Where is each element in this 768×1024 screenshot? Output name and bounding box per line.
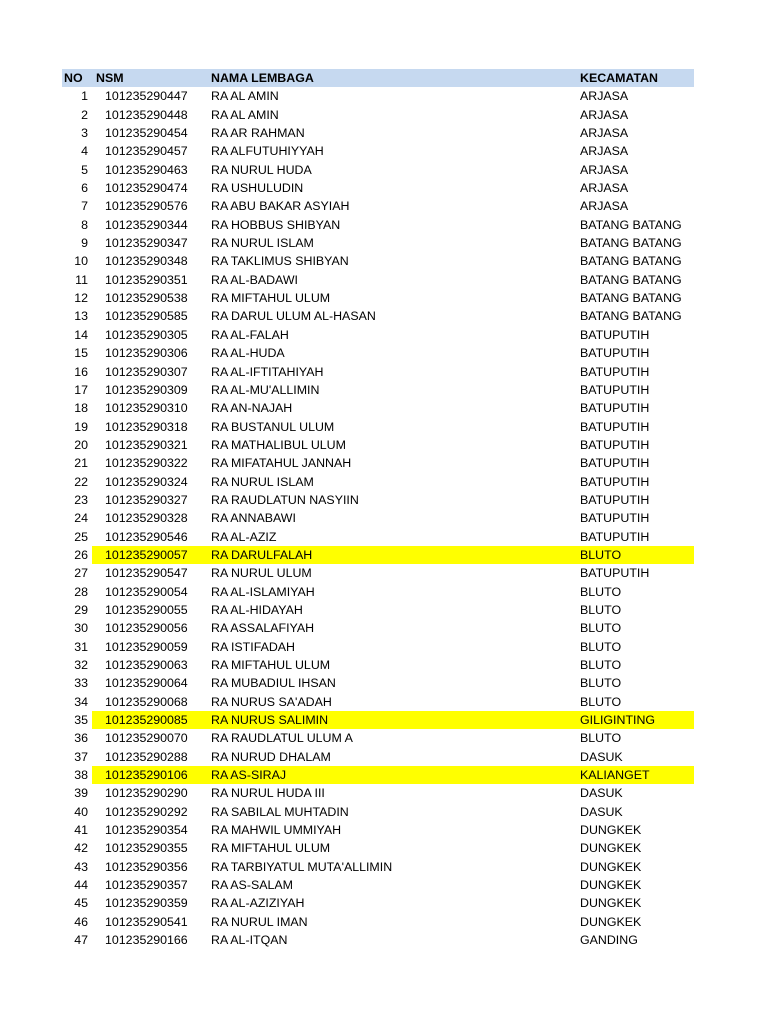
cell-nsm[interactable]: 101235290307 — [105, 364, 188, 379]
cell-nama-lembaga[interactable]: RA DARULFALAH — [200, 546, 570, 564]
header-no[interactable]: NO — [64, 71, 83, 85]
cell-nsm[interactable]: 101235290321 — [105, 437, 188, 452]
cell-nsm[interactable]: 101235290454 — [105, 126, 188, 141]
cell-nama-lembaga[interactable]: RA ISTIFADAH — [211, 639, 295, 654]
cell-no[interactable]: 31 — [74, 639, 88, 654]
cell-nama-lembaga[interactable]: RA MAHWIL UMMIYAH — [211, 823, 342, 838]
table-row — [62, 839, 694, 857]
table-row — [62, 234, 694, 252]
cell-nsm[interactable]: 101235290348 — [105, 254, 188, 269]
cell-no[interactable]: 28 — [74, 584, 88, 599]
cell-kecamatan[interactable]: BATANG BATANG — [580, 291, 682, 306]
cell-nama-lembaga[interactable]: RA RAUDLATUL ULUM A — [211, 731, 353, 746]
cell-no[interactable]: 36 — [74, 731, 88, 746]
table-row — [62, 197, 694, 215]
table-row — [62, 161, 694, 179]
cell-nsm[interactable]: 101235290059 — [105, 639, 188, 654]
cell-nama-lembaga[interactable]: RA ANNABAWI — [211, 511, 296, 526]
cell-no[interactable]: 20 — [74, 437, 88, 452]
cell-nsm[interactable]: 101235290344 — [105, 217, 188, 232]
cell-no[interactable]: 27 — [74, 566, 88, 581]
table-row — [62, 491, 694, 509]
cell-nsm[interactable]: 101235290288 — [105, 749, 188, 764]
table-row — [62, 252, 694, 270]
cell-no[interactable]: 25 — [74, 529, 88, 544]
table-row — [62, 674, 694, 692]
table-row — [62, 729, 694, 747]
cell-nama-lembaga[interactable]: RA AS-SIRAJ — [200, 766, 570, 784]
cell-kecamatan[interactable]: BATUPUTIH — [580, 401, 650, 416]
cell-no[interactable]: 15 — [74, 346, 88, 361]
table-header-row — [62, 69, 694, 87]
cell-nama-lembaga[interactable]: RA SABILAL MUHTADIN — [211, 804, 349, 819]
cell-kecamatan[interactable]: DUNGKEK — [580, 859, 642, 874]
table-body — [62, 87, 694, 949]
cell-nsm[interactable]: 101235290054 — [105, 584, 188, 599]
cell-kecamatan[interactable]: KALIANGET — [570, 766, 694, 784]
table-row — [62, 528, 694, 546]
cell-nsm[interactable]: 101235290310 — [105, 401, 188, 416]
cell-nama-lembaga[interactable]: RA USHULUDIN — [211, 181, 304, 196]
cell-kecamatan[interactable]: BATUPUTIH — [580, 529, 650, 544]
cell-nama-lembaga[interactable]: RA NURUL HUDA — [211, 162, 312, 177]
cell-kecamatan[interactable]: BATUPUTIH — [580, 346, 650, 361]
cell-kecamatan[interactable]: BATUPUTIH — [580, 382, 650, 397]
cell-nsm[interactable]: 101235290305 — [105, 327, 188, 342]
cell-no[interactable]: 40 — [74, 804, 88, 819]
cell-kecamatan[interactable]: DASUK — [580, 786, 623, 801]
cell-nsm[interactable]: 101235290347 — [105, 236, 188, 251]
cell-nsm[interactable]: 101235290068 — [105, 694, 188, 709]
cell-nama-lembaga[interactable]: RA NURUL ULUM — [211, 566, 312, 581]
cell-no[interactable]: 39 — [74, 786, 88, 801]
cell-nsm[interactable]: 101235290541 — [105, 914, 188, 929]
cell-nsm[interactable]: 101235290457 — [105, 144, 188, 159]
cell-no[interactable]: 29 — [74, 602, 88, 617]
cell-kecamatan[interactable]: BATANG BATANG — [580, 272, 682, 287]
cell-kecamatan[interactable]: BATUPUTIH — [580, 327, 650, 342]
table-row — [62, 87, 694, 105]
table-row — [62, 894, 694, 912]
cell-nsm[interactable]: 101235290070 — [105, 731, 188, 746]
table-row — [62, 931, 694, 949]
cell-nama-lembaga[interactable]: RA NURUL IMAN — [211, 914, 308, 929]
cell-nama-lembaga[interactable]: RA MIFATAHUL JANNAH — [211, 456, 352, 471]
table-row — [62, 307, 694, 325]
cell-no[interactable]: 46 — [74, 914, 88, 929]
cell-kecamatan[interactable]: BLUTO — [580, 658, 622, 672]
cell-kecamatan[interactable]: ARJASA — [580, 126, 629, 141]
table-row — [62, 748, 694, 766]
table-row — [62, 418, 694, 436]
cell-nama-lembaga[interactable]: RA NURUL HUDA III — [211, 786, 325, 801]
cell-no[interactable]: 38 — [74, 768, 88, 783]
cell-no[interactable]: 14 — [74, 327, 88, 342]
cell-kecamatan[interactable]: GANDING — [580, 933, 638, 948]
cell-no[interactable]: 24 — [74, 511, 88, 526]
table-row — [62, 601, 694, 619]
cell-nama-lembaga[interactable]: RA AL-HIDAYAH — [211, 602, 303, 617]
cell-kecamatan[interactable]: BLUTO — [580, 731, 622, 746]
table-row — [62, 289, 694, 307]
cell-nsm[interactable]: 101235290328 — [105, 511, 188, 526]
cell-no[interactable]: 18 — [74, 401, 88, 416]
cell-nsm[interactable]: 101235290055 — [105, 602, 188, 617]
cell-no[interactable]: 35 — [74, 713, 88, 728]
cell-nsm[interactable]: 101235290355 — [105, 841, 188, 856]
cell-nsm[interactable]: 101235290447 — [105, 89, 188, 104]
cell-nsm[interactable]: 101235290056 — [105, 621, 188, 636]
table-row — [62, 876, 694, 894]
cell-nama-lembaga[interactable]: RA AL-AZIZ — [211, 529, 277, 544]
cell-nsm[interactable]: 101235290064 — [105, 676, 188, 691]
cell-kecamatan[interactable]: DASUK — [580, 804, 623, 819]
cell-nama-lembaga[interactable]: RA NURUL ISLAM — [211, 236, 314, 251]
cell-nama-lembaga[interactable]: RA ASSALAFIYAH — [211, 621, 315, 636]
cell-nsm[interactable]: 101235290546 — [105, 529, 188, 544]
cell-kecamatan[interactable]: DUNGKEK — [580, 896, 642, 911]
cell-nsm[interactable]: 101235290463 — [105, 162, 188, 177]
cell-nama-lembaga[interactable]: RA AL AMIN — [211, 89, 279, 104]
cell-kecamatan[interactable]: BATUPUTIH — [580, 456, 650, 471]
header-nama-lembaga[interactable]: NAMA LEMBAGA — [211, 71, 314, 85]
table-row — [62, 711, 694, 729]
cell-kecamatan[interactable]: BLUTO — [580, 584, 622, 599]
table-row — [62, 124, 694, 142]
cell-kecamatan[interactable]: ARJASA — [580, 162, 629, 177]
cell-no[interactable]: 17 — [74, 382, 88, 397]
cell-nama-lembaga[interactable]: RA AL-ITQAN — [211, 933, 288, 948]
table-row — [62, 399, 694, 417]
cell-nsm[interactable]: 101235290359 — [105, 896, 188, 911]
table-row — [62, 271, 694, 289]
cell-no[interactable]: 23 — [74, 492, 88, 507]
table-row — [62, 106, 694, 124]
cell-nama-lembaga[interactable]: RA AS-SALAM — [211, 878, 293, 893]
cell-nama-lembaga[interactable]: RA AL-FALAH — [211, 327, 289, 342]
cell-no[interactable]: 8 — [81, 217, 88, 232]
cell-kecamatan[interactable]: DUNGKEK — [580, 823, 642, 838]
table-row — [62, 766, 694, 784]
cell-kecamatan[interactable]: DUNGKEK — [580, 841, 642, 856]
cell-kecamatan[interactable]: DUNGKEK — [580, 914, 642, 929]
cell-nama-lembaga[interactable]: RA NURUD DHALAM — [211, 749, 331, 764]
cell-kecamatan[interactable]: ARJASA — [580, 181, 629, 196]
cell-kecamatan[interactable]: BLUTO — [580, 621, 622, 636]
table-row — [62, 656, 694, 674]
cell-no[interactable]: 5 — [81, 162, 88, 177]
cell-kecamatan[interactable]: BATANG BATANG — [580, 217, 682, 232]
cell-no[interactable]: 47 — [74, 933, 88, 948]
cell-no[interactable]: 7 — [81, 199, 88, 214]
cell-no[interactable]: 10 — [74, 254, 88, 269]
cell-kecamatan[interactable]: BATUPUTIH — [580, 492, 650, 507]
table-row — [62, 784, 694, 802]
cell-nsm[interactable]: 101235290585 — [105, 309, 188, 324]
cell-nsm[interactable]: 101235290327 — [105, 492, 188, 507]
table-row — [62, 803, 694, 821]
cell-nsm[interactable]: 101235290318 — [105, 419, 188, 434]
cell-nama-lembaga[interactable]: RA TARBIYATUL MUTA'ALLIMIN — [211, 859, 393, 874]
table-row — [62, 564, 694, 582]
table-row — [62, 436, 694, 454]
cell-nsm[interactable]: 101235290085 — [92, 711, 200, 729]
cell-nama-lembaga[interactable]: RA AL-ISLAMIYAH — [211, 584, 315, 599]
cell-kecamatan[interactable]: GILIGINTING — [570, 711, 694, 729]
cell-no[interactable]: 11 — [75, 272, 88, 287]
cell-nama-lembaga[interactable]: RA TAKLIMUS SHIBYAN — [211, 254, 349, 269]
cell-nama-lembaga[interactable]: RA HOBBUS SHIBYAN — [211, 217, 341, 232]
cell-no[interactable]: 4 — [81, 144, 88, 159]
table-row — [62, 473, 694, 491]
cell-nsm[interactable]: 101235290448 — [105, 107, 188, 122]
table-row — [62, 509, 694, 527]
table-row — [62, 363, 694, 381]
cell-kecamatan[interactable]: BLUTO — [580, 676, 622, 691]
cell-no[interactable]: 6 — [81, 181, 88, 196]
table-row — [62, 344, 694, 362]
table-row — [62, 913, 694, 931]
cell-nama-lembaga[interactable]: RA MATHALIBUL ULUM — [211, 437, 346, 452]
cell-nsm[interactable]: 101235290063 — [105, 658, 188, 672]
table-row — [62, 216, 694, 234]
cell-nama-lembaga[interactable]: RA MIFTAHUL ULUM — [211, 291, 331, 306]
cell-nsm[interactable]: 101235290306 — [105, 346, 188, 361]
cell-no[interactable]: 42 — [74, 841, 88, 856]
cell-nama-lembaga[interactable]: RA AL AMIN — [211, 107, 279, 122]
cell-kecamatan[interactable]: BATANG BATANG — [580, 254, 682, 269]
cell-no[interactable]: 34 — [74, 694, 88, 709]
table-row — [62, 326, 694, 344]
table-row — [62, 619, 694, 637]
cell-nsm[interactable]: 101235290474 — [105, 181, 188, 196]
cell-nsm[interactable]: 101235290357 — [105, 878, 188, 893]
cell-no[interactable]: 2 — [81, 107, 88, 122]
cell-nsm[interactable]: 101235290538 — [105, 291, 188, 306]
cell-nama-lembaga[interactable]: RA NURUS SALIMIN — [200, 711, 570, 729]
cell-nsm[interactable]: 101235290324 — [105, 474, 188, 489]
cell-no[interactable]: 3 — [81, 126, 88, 141]
cell-no[interactable]: 26 — [74, 547, 88, 562]
cell-nama-lembaga[interactable]: RA MIFTAHUL ULUM — [211, 658, 331, 672]
cell-nsm[interactable]: 101235290290 — [105, 786, 188, 801]
cell-nama-lembaga[interactable]: RA AL-IFTITAHIYAH — [211, 364, 324, 379]
table-row — [62, 583, 694, 601]
lembaga-table — [62, 69, 694, 950]
cell-no[interactable]: 22 — [74, 474, 88, 489]
table-row — [62, 142, 694, 160]
cell-nama-lembaga[interactable]: RA DARUL ULUM AL-HASAN — [211, 309, 376, 324]
cell-nsm[interactable]: 101235290309 — [105, 382, 188, 397]
cell-no[interactable]: 16 — [74, 364, 88, 379]
cell-nama-lembaga[interactable]: RA AL-MU'ALLIMIN — [211, 382, 320, 397]
cell-no[interactable]: 30 — [74, 621, 88, 636]
cell-kecamatan[interactable]: DUNGKEK — [580, 878, 642, 893]
cell-nsm[interactable]: 101235290354 — [105, 823, 188, 838]
cell-nsm[interactable]: 101235290576 — [105, 199, 188, 214]
cell-nsm[interactable]: 101235290322 — [105, 456, 188, 471]
cell-nsm[interactable]: 101235290547 — [105, 566, 188, 581]
cell-nama-lembaga[interactable]: RA NURUL ISLAM — [211, 474, 314, 489]
cell-nama-lembaga[interactable]: RA AL-BADAWI — [211, 272, 298, 287]
cell-nsm[interactable]: 101235290106 — [92, 766, 200, 784]
cell-nama-lembaga[interactable]: RA AR RAHMAN — [211, 126, 305, 141]
cell-kecamatan[interactable]: BATUPUTIH — [580, 364, 650, 379]
cell-nama-lembaga[interactable]: RA MIFTAHUL ULUM — [211, 841, 331, 856]
table-row — [62, 638, 694, 656]
cell-kecamatan[interactable]: ARJASA — [580, 89, 629, 104]
cell-nama-lembaga[interactable]: RA ALFUTUHIYYAH — [211, 144, 324, 159]
cell-no[interactable]: 13 — [74, 309, 88, 324]
cell-kecamatan[interactable]: BLUTO — [570, 546, 694, 564]
cell-nama-lembaga[interactable]: RA MUBADIUL IHSAN — [211, 676, 336, 691]
cell-kecamatan[interactable]: ARJASA — [580, 144, 629, 159]
spreadsheet-sheet — [62, 69, 694, 950]
cell-nsm[interactable]: 101235290057 — [92, 546, 200, 564]
cell-kecamatan[interactable]: ARJASA — [580, 107, 629, 122]
cell-kecamatan[interactable]: BLUTO — [580, 639, 622, 654]
table-row — [62, 454, 694, 472]
cell-nama-lembaga[interactable]: RA RAUDLATUN NASYIIN — [211, 492, 359, 507]
cell-nama-lembaga[interactable]: RA AL-HUDA — [211, 346, 285, 361]
cell-kecamatan[interactable]: BLUTO — [580, 694, 622, 709]
cell-nama-lembaga[interactable]: RA AN-NAJAH — [211, 401, 293, 416]
header-nsm[interactable]: NSM — [96, 71, 124, 85]
cell-no[interactable]: 12 — [74, 291, 88, 306]
cell-kecamatan[interactable]: BATUPUTIH — [580, 419, 650, 434]
cell-kecamatan[interactable]: ARJASA — [580, 199, 629, 214]
table-row — [62, 179, 694, 197]
table-row — [62, 821, 694, 839]
table-row — [62, 546, 694, 564]
cell-nama-lembaga[interactable]: RA NURUS SA'ADAH — [211, 694, 332, 709]
cell-no[interactable]: 1 — [81, 89, 88, 104]
cell-kecamatan[interactable]: DASUK — [580, 749, 623, 764]
cell-kecamatan[interactable]: BATUPUTIH — [580, 437, 650, 452]
cell-no[interactable]: 37 — [74, 749, 88, 764]
cell-kecamatan[interactable]: BATUPUTIH — [580, 566, 650, 581]
cell-nama-lembaga[interactable]: RA AL-AZIZIYAH — [211, 896, 305, 911]
cell-no[interactable]: 21 — [74, 456, 88, 471]
cell-no[interactable]: 19 — [74, 419, 88, 434]
cell-nsm[interactable]: 101235290351 — [105, 272, 188, 287]
cell-kecamatan[interactable]: BATUPUTIH — [580, 511, 650, 526]
cell-no[interactable]: 41 — [74, 823, 88, 838]
cell-nama-lembaga[interactable]: RA BUSTANUL ULUM — [211, 419, 335, 434]
table-row — [62, 381, 694, 399]
cell-kecamatan[interactable]: BATANG BATANG — [580, 309, 682, 324]
cell-nsm[interactable]: 101235290166 — [105, 933, 188, 948]
cell-no[interactable]: 33 — [74, 676, 88, 691]
table-row — [62, 858, 694, 876]
cell-nsm[interactable]: 101235290356 — [105, 859, 188, 874]
table-row — [62, 693, 694, 711]
cell-nama-lembaga[interactable]: RA ABU BAKAR ASYIAH — [211, 199, 350, 214]
cell-no[interactable]: 43 — [74, 859, 88, 874]
header-kecamatan[interactable]: KECAMATAN — [580, 71, 659, 85]
cell-kecamatan[interactable]: BATANG BATANG — [580, 236, 682, 251]
cell-kecamatan[interactable]: BATUPUTIH — [580, 474, 650, 489]
cell-no[interactable]: 45 — [74, 896, 88, 911]
cell-no[interactable]: 32 — [74, 658, 88, 672]
cell-no[interactable]: 44 — [74, 878, 88, 893]
cell-no[interactable]: 9 — [81, 236, 88, 251]
cell-kecamatan[interactable]: BLUTO — [580, 602, 622, 617]
cell-nsm[interactable]: 101235290292 — [105, 804, 188, 819]
